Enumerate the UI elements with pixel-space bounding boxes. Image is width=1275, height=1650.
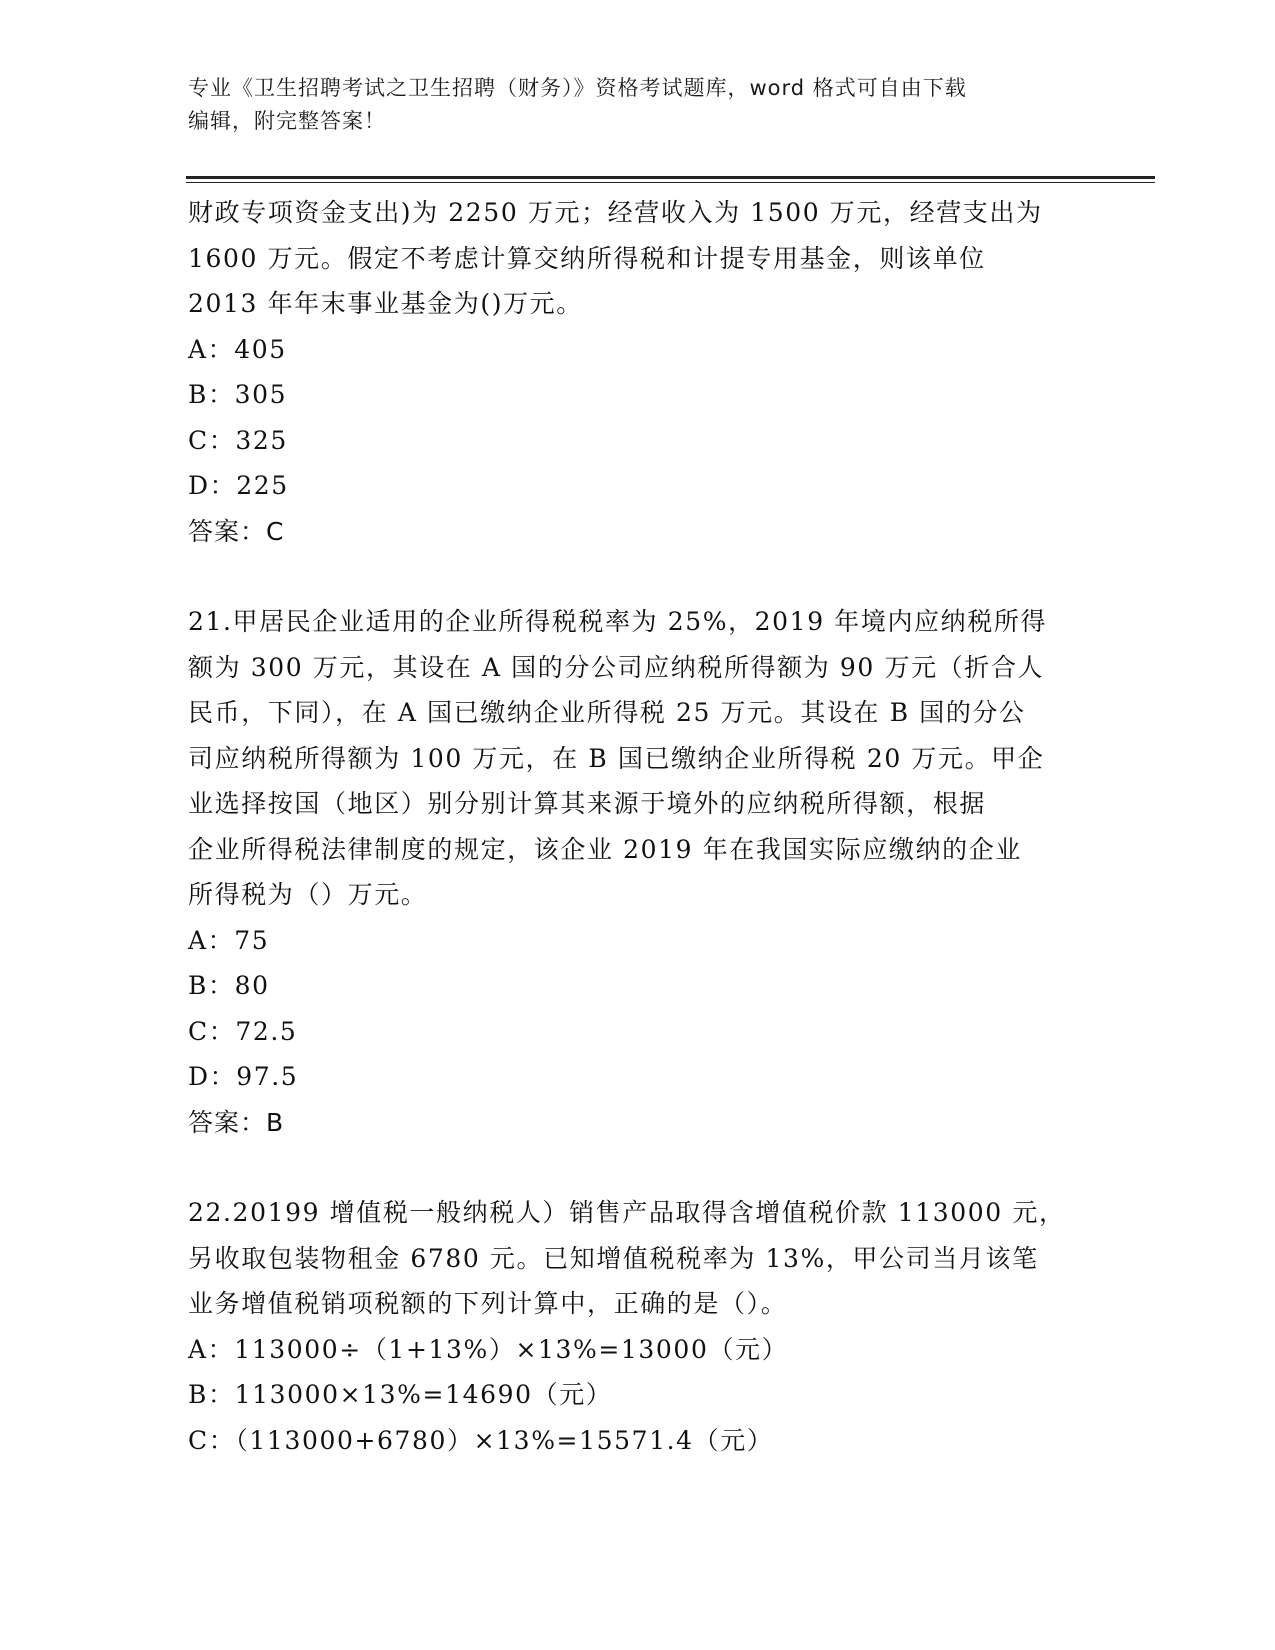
option-c: C：325 bbox=[188, 425, 288, 455]
option-b: B：80 bbox=[188, 971, 270, 1000]
question-spacer bbox=[188, 1145, 1088, 1190]
question-stem-line: 22.20199 增值税一般纳税人）销售产品取得含增值税价款 113000 元， bbox=[188, 1198, 1066, 1227]
question-stem-line: 民币，下同），在 A 国已缴纳企业所得税 25 万元。其设在 B 国的分公 bbox=[188, 698, 1026, 727]
question-spacer bbox=[188, 554, 1088, 599]
question-stem-line: 司应纳税所得额为 100 万元，在 B 国已缴纳企业所得税 20 万元。甲企 bbox=[188, 743, 1045, 773]
page-header bbox=[188, 72, 1088, 138]
question-stem-line: 21.甲居民企业适用的企业所得税税率为 25%，2019 年境内应纳税所得 bbox=[188, 607, 1048, 636]
option-b: B：305 bbox=[188, 380, 288, 409]
option-b: B：113000×13%=14690（元） bbox=[188, 1380, 613, 1409]
header-line-1: 专业《卫生招聘考试之卫生招聘（财务）》资格考试题库，word 格式可自由下载 bbox=[188, 76, 967, 100]
question-stem-line: 所得税为（）万元。 bbox=[188, 880, 428, 909]
answer-label: 答案：C bbox=[188, 516, 285, 546]
question-22 bbox=[188, 1190, 1088, 1463]
document-body bbox=[188, 190, 1088, 1463]
header-line-2: 编辑，附完整答案！ bbox=[188, 109, 386, 133]
question-stem-line: 2013 年年末事业基金为()万元。 bbox=[188, 289, 583, 318]
option-a: A：113000÷（1+13%）×13%=13000（元） bbox=[188, 1334, 789, 1364]
question-20 bbox=[188, 190, 1088, 554]
option-d: D：225 bbox=[188, 471, 289, 500]
option-a: A：405 bbox=[188, 334, 287, 364]
question-stem-line: 1600 万元。假定不考虑计算交纳所得税和计提专用基金，则该单位 bbox=[188, 243, 986, 273]
question-stem-line: 企业所得税法律制度的规定，该企业 2019 年在我国实际应缴纳的企业 bbox=[188, 834, 1022, 864]
question-stem-line: 业选择按国（地区）别分别计算其来源于境外的应纳税所得额，根据 bbox=[188, 789, 987, 818]
header-rule-thin bbox=[186, 182, 1155, 183]
question-stem-line: 另收取包装物租金 6780 元。已知增值税税率为 13%，甲公司当月该笔 bbox=[188, 1243, 1039, 1273]
option-c: C：72.5 bbox=[188, 1016, 298, 1046]
question-stem-line: 财政专项资金支出)为 2250 万元；经营收入为 1500 万元，经营支出为 bbox=[188, 198, 1043, 227]
option-c: C：（113000+6780）×13%=15571.4（元） bbox=[188, 1425, 774, 1455]
header-rule-thick bbox=[186, 176, 1155, 179]
answer-label: 答案：B bbox=[188, 1107, 285, 1137]
option-a: A：75 bbox=[188, 925, 270, 955]
question-stem-line: 额为 300 万元，其设在 A 国的分公司应纳税所得额为 90 万元（折合人 bbox=[188, 652, 1045, 682]
question-21 bbox=[188, 599, 1088, 1145]
option-d: D：97.5 bbox=[188, 1062, 299, 1091]
question-stem-line: 业务增值税销项税额的下列计算中，正确的是（）。 bbox=[188, 1289, 788, 1318]
